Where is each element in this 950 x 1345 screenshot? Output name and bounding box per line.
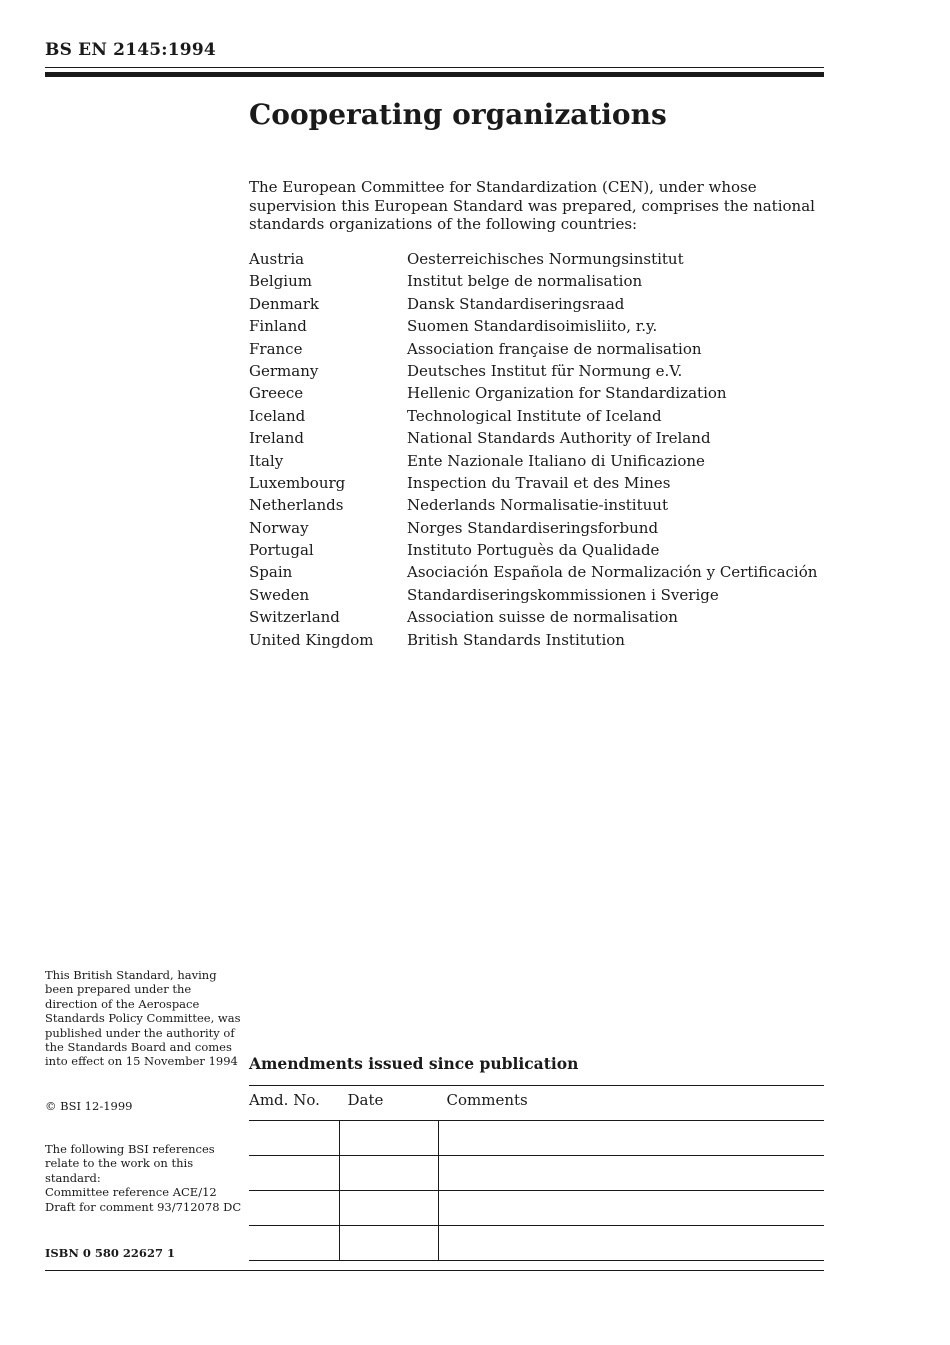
organization-name: Asociación Española de Normalización y Certificación xyxy=(407,563,818,582)
document-id: BS EN 2145:1994 xyxy=(45,40,216,60)
organization-name: Association suisse de normalisation xyxy=(407,608,678,627)
column-header-comments: Comments xyxy=(439,1086,825,1121)
country-name: United Kingdom xyxy=(249,630,374,649)
organization-name: Dansk Standardiseringsraad xyxy=(407,294,625,313)
committee-reference: Committee reference ACE/12 xyxy=(45,1185,217,1200)
table-cell-date xyxy=(340,1191,439,1226)
list-item xyxy=(249,494,829,516)
organization-list xyxy=(249,248,829,651)
country-name: Switzerland xyxy=(249,608,340,627)
footer-rule xyxy=(249,1270,824,1271)
table-cell-date xyxy=(340,1226,439,1261)
table-cell-date xyxy=(340,1156,439,1191)
organization-name: Instituto Portuguès da Qualidade xyxy=(407,541,660,560)
country-name: Italy xyxy=(249,451,284,470)
column-header-amd-no: Amd. No. xyxy=(249,1086,340,1121)
list-item xyxy=(249,427,829,449)
organization-name: British Standards Institution xyxy=(407,630,625,649)
amendments-title: Amendments issued since publication xyxy=(249,1054,579,1073)
organization-name: Inspection du Travail et des Mines xyxy=(407,473,671,492)
country-name: Belgium xyxy=(249,272,312,291)
table-row xyxy=(249,1121,824,1156)
list-item xyxy=(249,315,829,337)
references-intro: The following BSI references relate to the work on this standard: xyxy=(45,1142,215,1185)
organization-name: National Standards Authority of Ireland xyxy=(407,429,711,448)
country-name: Netherlands xyxy=(249,496,344,515)
header-thin-rule xyxy=(45,67,824,68)
sidebar-footer-rule xyxy=(45,1270,249,1271)
list-item xyxy=(249,606,829,628)
sidebar-copyright: © BSI 12-1999 xyxy=(45,1099,133,1113)
header-thick-rule xyxy=(45,72,824,77)
column-header-date: Date xyxy=(340,1086,439,1121)
country-name: Ireland xyxy=(249,429,304,448)
list-item xyxy=(249,629,829,651)
country-name: Germany xyxy=(249,361,319,380)
amendments-header-row xyxy=(249,1086,824,1121)
organization-name: Suomen Standardisoimisliito, r.y. xyxy=(407,317,658,336)
table-cell-comments xyxy=(439,1121,825,1156)
organization-name: Norges Standardiseringsforbund xyxy=(407,518,659,537)
draft-reference: Draft for comment 93/712078 DC xyxy=(45,1199,242,1214)
organization-name: Technological Institute of Iceland xyxy=(407,406,662,425)
sidebar-references xyxy=(45,1142,245,1214)
organization-name: Deutsches Institut für Normung e.V. xyxy=(407,361,683,380)
list-item xyxy=(249,248,829,270)
list-item xyxy=(249,360,829,382)
country-name: Norway xyxy=(249,518,309,537)
country-name: Austria xyxy=(249,250,305,268)
table-cell-comments xyxy=(439,1226,825,1261)
country-name: Luxembourg xyxy=(249,473,346,492)
list-item xyxy=(249,270,829,292)
country-name: Greece xyxy=(249,384,304,403)
table-cell-comments xyxy=(439,1191,825,1226)
country-name: Sweden xyxy=(249,585,310,604)
table-row xyxy=(249,1191,824,1226)
table-cell-amd-no xyxy=(249,1191,340,1226)
country-name: Denmark xyxy=(249,294,319,313)
country-name: Finland xyxy=(249,317,307,336)
list-item xyxy=(249,450,829,472)
table-cell-comments xyxy=(439,1156,825,1191)
organization-name: Nederlands Normalisatie-instituut xyxy=(407,496,668,515)
country-name: Iceland xyxy=(249,406,306,425)
organization-name: Ente Nazionale Italiano di Unificazione xyxy=(407,451,705,470)
intro-paragraph: The European Committee for Standardization (CEN), under whose supervision this European Standard was prepared, comprises the national standards organizations of the following countries: xyxy=(249,178,815,233)
table-cell-date xyxy=(340,1121,439,1156)
amendments-table xyxy=(249,1085,824,1261)
table-row xyxy=(249,1156,824,1191)
table-row xyxy=(249,1226,824,1261)
organization-name: Institut belge de normalisation xyxy=(407,272,643,291)
table-cell-amd-no xyxy=(249,1121,340,1156)
list-item xyxy=(249,382,829,404)
list-item xyxy=(249,293,829,315)
list-item xyxy=(249,539,829,561)
page-title: Cooperating organizations xyxy=(249,98,667,131)
organization-name: Oesterreichisches Normungsinstitut xyxy=(407,250,684,268)
country-name: Portugal xyxy=(249,541,314,560)
list-item xyxy=(249,405,829,427)
list-item xyxy=(249,584,829,606)
sidebar-publication-note: This British Standard, having been prepared under the direction of the Aerospace Standards Policy Committee, was published under the authority of the Standards Board and comes into effect on 15 November 1994 xyxy=(45,968,241,1069)
list-item xyxy=(249,517,829,539)
list-item xyxy=(249,472,829,494)
table-cell-amd-no xyxy=(249,1156,340,1191)
list-item xyxy=(249,561,829,583)
country-name: Spain xyxy=(249,563,293,582)
organization-name: Hellenic Organization for Standardization xyxy=(407,384,727,403)
sidebar-isbn: ISBN 0 580 22627 1 xyxy=(45,1246,175,1260)
organization-name: Association française de normalisation xyxy=(407,339,702,358)
country-name: France xyxy=(249,339,303,358)
list-item xyxy=(249,338,829,360)
organization-name: Standardiseringskommissionen i Sverige xyxy=(407,585,719,604)
table-cell-amd-no xyxy=(249,1226,340,1261)
